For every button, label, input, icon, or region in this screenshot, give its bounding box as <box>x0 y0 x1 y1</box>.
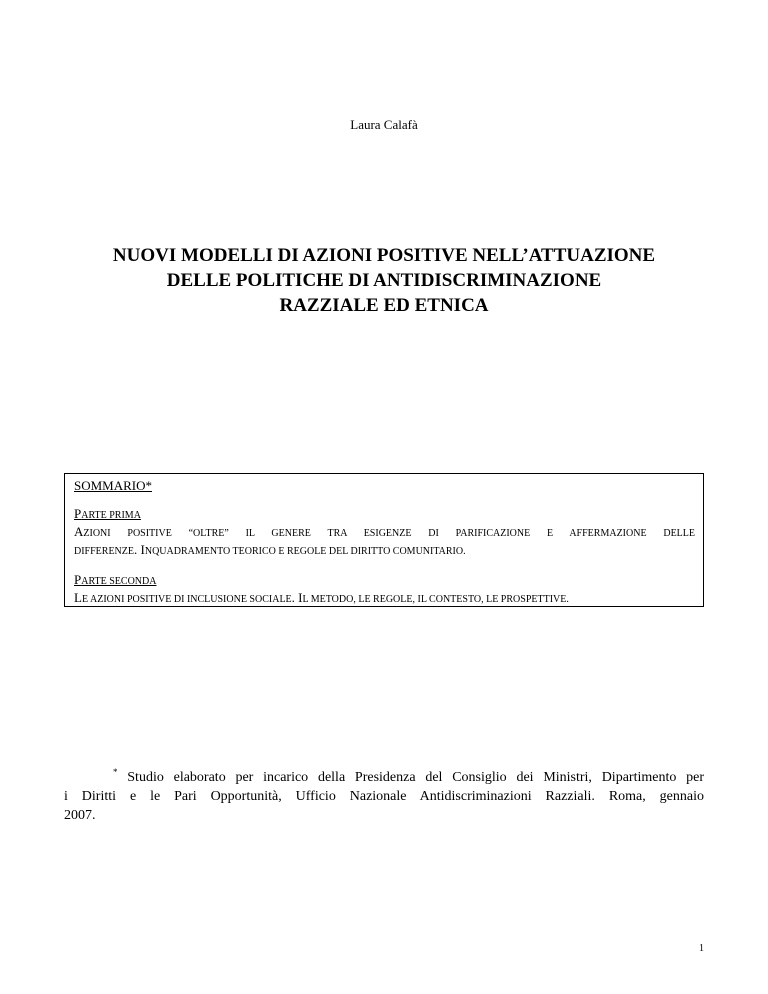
part-one-l2-text-b: NQUADRAMENTO TEORICO E REGOLE DEL DIRITTO COMUNITARIO. <box>144 546 466 557</box>
part-one-l2-text-a: DIFFERENZE <box>74 546 134 557</box>
part-one-l1-quote: “OLTRE” <box>171 528 246 539</box>
page-number: 1 <box>699 943 704 954</box>
part-one-line-2 <box>74 542 695 560</box>
summary-heading: SOMMARIO* <box>74 478 153 493</box>
part-one-l2-dot: . <box>134 542 141 557</box>
part-two-heading-rest: ARTE SECONDA <box>81 576 157 587</box>
title-line-2: DELLE POLITICHE DI ANTIDISCRIMINAZIONE <box>166 270 602 291</box>
footnote-marker: * <box>113 767 118 777</box>
footnote-line-3: 2007. <box>64 808 96 823</box>
part-two-l1-text-a: E AZIONI POSITIVE DI INCLUSIONE SOCIALE <box>81 594 292 605</box>
footnote-line-1 <box>64 768 704 787</box>
document-title <box>70 243 698 318</box>
part-two-line-1 <box>74 590 695 608</box>
summary-box <box>64 473 704 607</box>
part-two-heading-initial: P <box>74 572 82 587</box>
part-one-l1-text-b: IL GENERE TRA ESIGENZE DI PARIFICAZIONE E AFFERMAZIONE DELLE <box>245 528 695 539</box>
part-two-l1-text-b: L METODO, LE REGOLE, IL CONTESTO, LE PROSPETTIVE. <box>302 594 569 605</box>
part-one-l1-text-a: ZIONI POSITIVE <box>83 528 172 539</box>
part-one-heading-initial: P <box>74 506 82 521</box>
title-line-3: RAZZIALE ED ETNICA <box>279 295 489 316</box>
footnote-line-2: i Diritti e le Pari Opportunità, Ufficio Nazionale Antidiscriminazioni Razziali. Roma, gennaio <box>64 789 704 804</box>
part-one-l2-initial: I <box>140 542 145 557</box>
part-two-l1-initial-b: I <box>298 590 303 605</box>
part-one-l1-initial: A <box>74 524 84 539</box>
title-line-1: NUOVI MODELLI DI AZIONI POSITIVE NELL’ATTUAZIONE <box>112 245 656 266</box>
footnote-text-1: Studio elaborato per incarico della Presidenza del Consiglio dei Ministri, Dipartimento per <box>117 770 704 785</box>
part-two-heading <box>74 572 695 590</box>
part-one-heading-rest: ARTE PRIMA <box>81 510 141 521</box>
author-name: Laura Calafà <box>350 117 418 132</box>
part-two-l1-dot: . <box>291 590 299 605</box>
footnote <box>64 768 704 825</box>
part-one-line-1 <box>74 524 695 542</box>
part-two-l1-initial: L <box>74 590 82 605</box>
part-one-heading <box>74 506 695 524</box>
